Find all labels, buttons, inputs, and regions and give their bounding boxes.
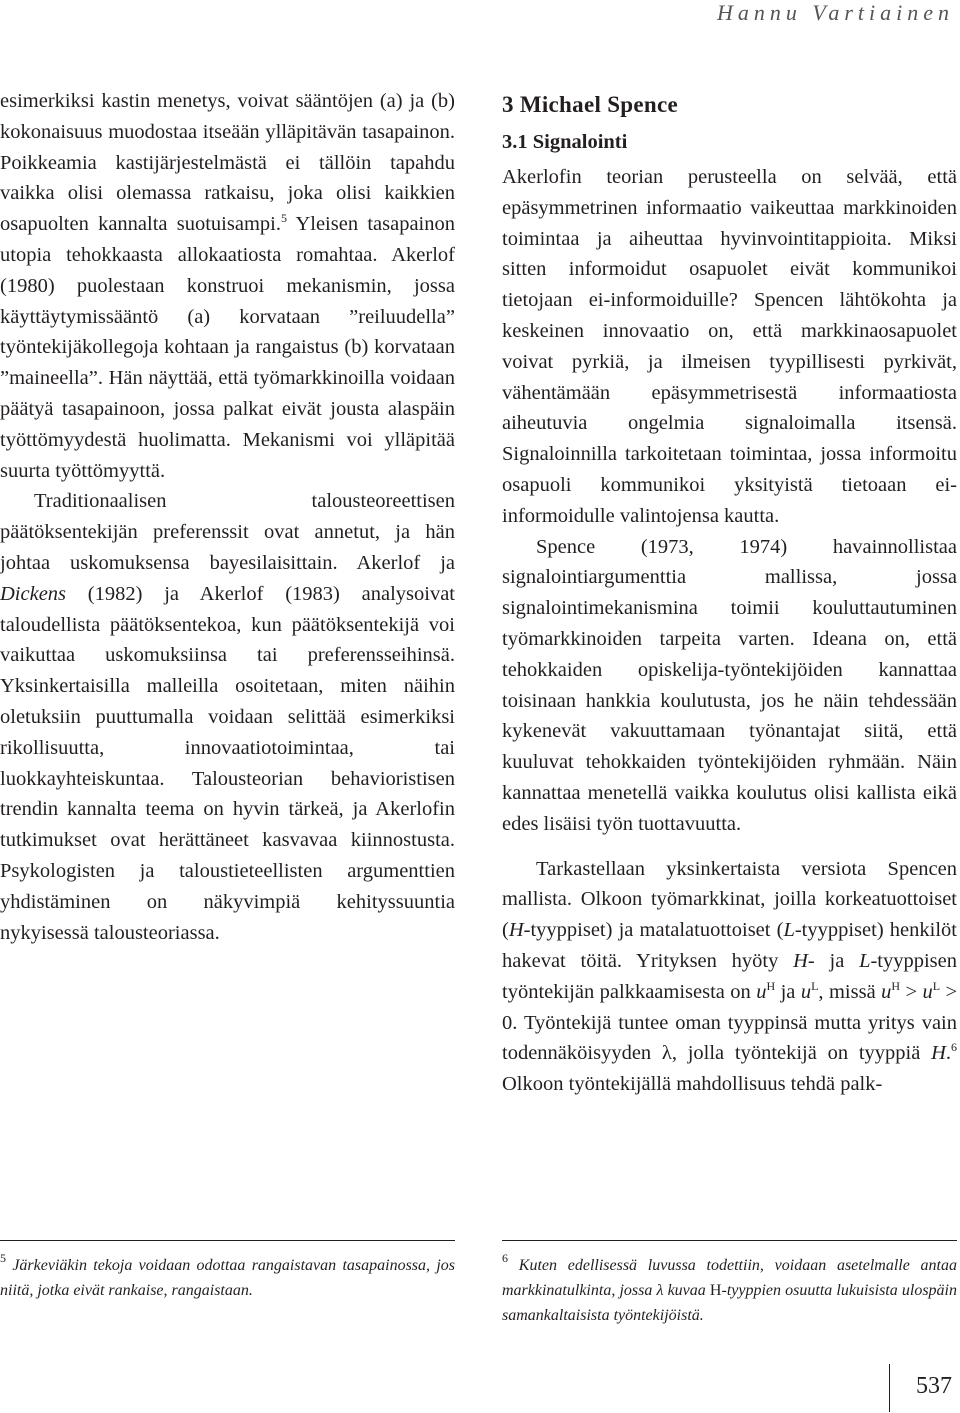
footnote-number: 6: [502, 1251, 508, 1265]
footnote-text: Järkeviäkin tekoja voidaan odottaa rangaistavan tasapainossa, jos niitä, jotka eivät rankaise, rangaistaan.: [0, 1257, 456, 1299]
footnote-6: $^6$ Kuten edellisessä luvussa todettiin, voidaan asetelmalle antaa markkinatulkinta, jossa λ kuvaa H-tyyppien osuutta lukuisista ulospäin samankaltaisista työntekijöistä.: [502, 1240, 957, 1328]
page-number: 537: [889, 1364, 952, 1412]
paragraph: Akerlofin teorian perusteella on selvää, että epäsymmetrinen informaatio vaikeuttaa markkinoiden toimintaa ja aiheuttaa hyvinvointitappioita. Miksi sitten informoidut osapuolet eivät kommunikoi tietojaan ei-informoiduille? Spencen lähtökohta ja keskeinen innovaatio on, että markkinaosapuolet voivat pyrkiä, ja ilmeisen tyypillisesti pyrkivät, vähentämään epäsymmetrisestä informaatiosta aiheutuvia ongelmia signaloimalla itsensä. Signaloinnilla tarkoitetaan toimintaa, jossa informoitu osapuoli kommunikoi yksityistä tietoaan ei-informoidulle valintojensa kautta.: [502, 166, 957, 527]
footnote-ref[interactable]: 5: [280, 211, 287, 226]
section-title: 3 Michael Spence: [502, 92, 678, 117]
paragraph: Tarkastellaan yksinkertaista versiota Spencen mallista. Olkoon työmarkkinat, joilla korkeatuottoiset (H-tyyppiset) ja matalatuottoiset (L-tyyppiset) henkilöt hakevat töitä. Yrityksen hyöty H- ja L-tyyppisen työntekijän palkkaamisesta on $u^H$ ja $u^L$, missä $u^H > u^L > 0$. Työntekijä tuntee oman tyyppinsä mutta yritys vain todennäköisyyden λ, jolla työntekijä on tyyppiä H.$^6$ Olkoon työntekijällä mahdollisuus tehdä palk-: [502, 857, 958, 1096]
footnote-number: 5: [0, 1251, 6, 1265]
footnote-rule: [502, 1240, 957, 1241]
right-column: [502, 86, 957, 1100]
footnote-text: Kuten edellisessä luvussa todettiin, voidaan asetelmalle antaa markkinatulkinta, jossa λ kuvaa: [502, 1257, 958, 1299]
footnote-rule: [0, 1240, 455, 1241]
subsection-title: 3.1 Signalointi: [502, 131, 628, 153]
left-column: [0, 86, 455, 948]
paragraph: esimerkiksi kastin menetys, voivat sääntöjen (a) ja (b) kokonaisuus muodostaa itseään ylläpitävän tasapainon. Poikkeamia kastijärjestelmästä ei tällöin tapahdu vaikka olisi olemassa ratkaisu, joka olisi kaikkien osapuolten kannalta suotuisampi.$^5$ Yleisen tasapainon utopia tehokkaasta allokaatiosta romahtaa. Akerlof (1980) puolestaan konstruoi mekanismin, jossa käyttäytymissääntö (a) korvataan ”reiluudella” työntekijäkollegoja kohtaan ja rangaistus (b) korvataan ”maineella”. Hän näyttää, että työmarkkinoilla voidaan päätyä tasapainoon, jossa palkat eivät jousta alaspäin työttömyydestä huolimatta. Mekanismi voi ylläpitää suurta työttömyyttä.: [0, 90, 455, 482]
paragraph: Traditionaalisen talousteoreettisen päätöksentekijän preferenssit ovat annetut, ja hän johtaa uskomuksensa bayesilaisittain. Akerlof ja Dickens (1982) ja Akerlof (1983) analysoivat taloudellista päätöksentekoa, kun päätöksentekijä voi vaikuttaa uskomuksiinsa tai preferensseihinsä. Yksinkertaisilla malleilla osoitetaan, miten näihin oletuksiin puuttumalla voidaan selittää esimerkiksi rikollisuutta, innovaatiotoimintaa, tai luokkayhteiskuntaa. Talousteorian behavioristisen trendin kannalta teema on hyvin tärkeä, ja Akerlofin tutkimukset ovat herättäneet kasvavaa kiinnostusta. Psykologisten ja taloustieteellisten argumenttien yhdistäminen on näkyvimpiä kehityssuuntia nykyisessä talousteoriassa.: [0, 490, 455, 944]
paragraph: Spence (1973, 1974) havainnollistaa signalointiargumenttia mallissa, jossa signalointimekanismina toimii kouluttautuminen työmarkkinoiden tarpeita varten. Ideana on, että tehokkaiden opiskelija-työntekijöiden kannattaa toisinaan hankkia koulutusta, jos he näin tehdessään kykenevät vakuuttamaan työnantajat siitä, että kuuluvat tehokkaiden työntekijöiden ryhmään. Näin kannattaa menetellä vaikka koulutus olisi kallista eikä edes lisäisi työn tuottavuutta.: [502, 535, 957, 835]
footnote-ref[interactable]: 6: [951, 1040, 957, 1055]
footnote-5: [0, 1240, 455, 1303]
running-head: Hannu Vartiainen: [716, 0, 954, 25]
